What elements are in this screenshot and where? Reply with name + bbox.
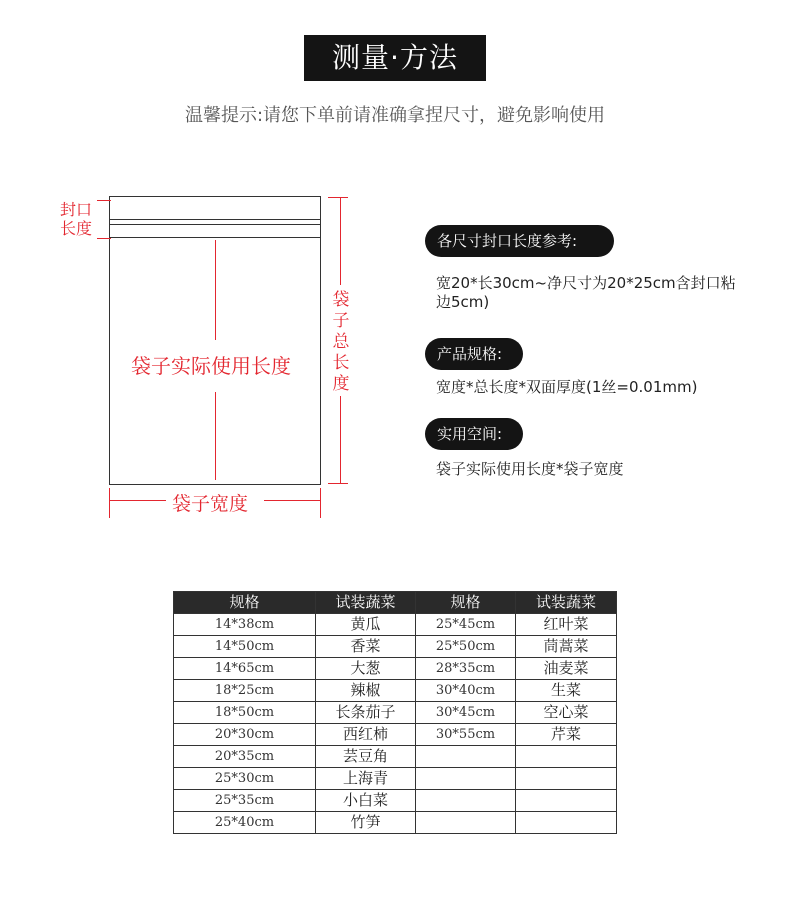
size-cell: 18*25cm: [174, 680, 316, 702]
bag-right-edge: [320, 196, 321, 485]
usable-length-line-bottom: [215, 392, 216, 480]
size-cell: 20*35cm: [174, 746, 316, 768]
header-vegetable-1: 试装蔬菜: [316, 592, 416, 614]
seal-reference-badge: 各尺寸封口长度参考:: [425, 225, 614, 257]
width-tick-left: [109, 488, 110, 518]
size-cell: [416, 746, 516, 768]
bag-bottom-edge: [109, 484, 321, 485]
vegetable-cell: 西红柿: [316, 724, 416, 746]
vegetable-cell: 上海青: [316, 768, 416, 790]
vegetable-cell: 红叶菜: [516, 614, 617, 636]
seal-line-2: [109, 224, 321, 225]
seal-tick-bottom: [97, 238, 111, 239]
table-row: [174, 614, 617, 636]
spec-text: 宽度*总长度*双面厚度(1丝=0.01mm): [436, 378, 698, 396]
space-text: 袋子实际使用长度*袋子宽度: [436, 460, 624, 478]
size-cell: 30*40cm: [416, 680, 516, 702]
vegetable-cell: 芸豆角: [316, 746, 416, 768]
vegetable-cell: 大葱: [316, 658, 416, 680]
table-row: [174, 812, 617, 834]
size-cell: 30*45cm: [416, 702, 516, 724]
size-cell: 20*30cm: [174, 724, 316, 746]
table-row: [174, 724, 617, 746]
table-row: [174, 658, 617, 680]
vegetable-cell: 长条茄子: [316, 702, 416, 724]
vegetable-cell: 香菜: [316, 636, 416, 658]
size-cell: [416, 768, 516, 790]
vegetable-cell: 小白菜: [316, 790, 416, 812]
size-cell: 14*38cm: [174, 614, 316, 636]
spec-badge: 产品规格:: [425, 338, 523, 370]
seal-reference-text: 宽20*长30cm~净尺寸为20*25cm含封口粘边5cm): [436, 274, 736, 311]
size-cell: [416, 812, 516, 834]
table-row: [174, 680, 617, 702]
size-table: [173, 591, 617, 834]
bag-left-edge: [109, 196, 110, 485]
header-size-1: 规格: [174, 592, 316, 614]
table-row: [174, 768, 617, 790]
vegetable-cell: 油麦菜: [516, 658, 617, 680]
size-cell: [416, 790, 516, 812]
usable-length-label: 袋子实际使用长度: [131, 354, 291, 378]
vegetable-cell: 竹笋: [316, 812, 416, 834]
seal-line-1: [109, 219, 321, 220]
vegetable-cell: 生菜: [516, 680, 617, 702]
total-tick-top: [328, 197, 348, 198]
size-cell: 25*45cm: [416, 614, 516, 636]
total-tick-bottom: [328, 483, 348, 484]
table-row: [174, 790, 617, 812]
table-row: [174, 636, 617, 658]
size-cell: 25*30cm: [174, 768, 316, 790]
vegetable-cell: 茼蒿菜: [516, 636, 617, 658]
page-title: 测量·方法: [304, 35, 486, 81]
size-cell: 25*35cm: [174, 790, 316, 812]
vegetable-cell: 辣椒: [316, 680, 416, 702]
seal-line-3: [109, 237, 321, 238]
header-vegetable-2: 试装蔬菜: [516, 592, 617, 614]
size-cell: 25*40cm: [174, 812, 316, 834]
seal-length-label: 封口长度: [60, 200, 93, 238]
table-row: [174, 702, 617, 724]
size-cell: 30*55cm: [416, 724, 516, 746]
size-cell: 25*50cm: [416, 636, 516, 658]
space-badge: 实用空间:: [425, 418, 523, 450]
width-line-left: [110, 500, 166, 501]
total-length-label: 袋子总长度: [332, 290, 350, 394]
size-cell: 28*35cm: [416, 658, 516, 680]
usable-length-line-top: [215, 240, 216, 340]
vegetable-cell: 黄瓜: [316, 614, 416, 636]
vegetable-cell: [516, 790, 617, 812]
tip-text: 温馨提示:请您下单前请准确拿捏尺寸，避免影响使用: [184, 105, 606, 126]
size-cell: 14*50cm: [174, 636, 316, 658]
width-tick-right: [320, 488, 321, 518]
width-label: 袋子宽度: [172, 493, 249, 515]
vegetable-cell: [516, 746, 617, 768]
width-line-right: [264, 500, 320, 501]
seal-tick-top: [97, 200, 111, 201]
bag-top-edge: [109, 196, 321, 197]
table-header-row: [174, 592, 617, 614]
vegetable-cell: 芹菜: [516, 724, 617, 746]
size-cell: 18*50cm: [174, 702, 316, 724]
size-cell: 14*65cm: [174, 658, 316, 680]
vegetable-cell: [516, 812, 617, 834]
vegetable-cell: [516, 768, 617, 790]
total-length-line-top: [340, 197, 341, 285]
vegetable-cell: 空心菜: [516, 702, 617, 724]
table-row: [174, 746, 617, 768]
total-length-line-bottom: [340, 396, 341, 483]
header-size-2: 规格: [416, 592, 516, 614]
